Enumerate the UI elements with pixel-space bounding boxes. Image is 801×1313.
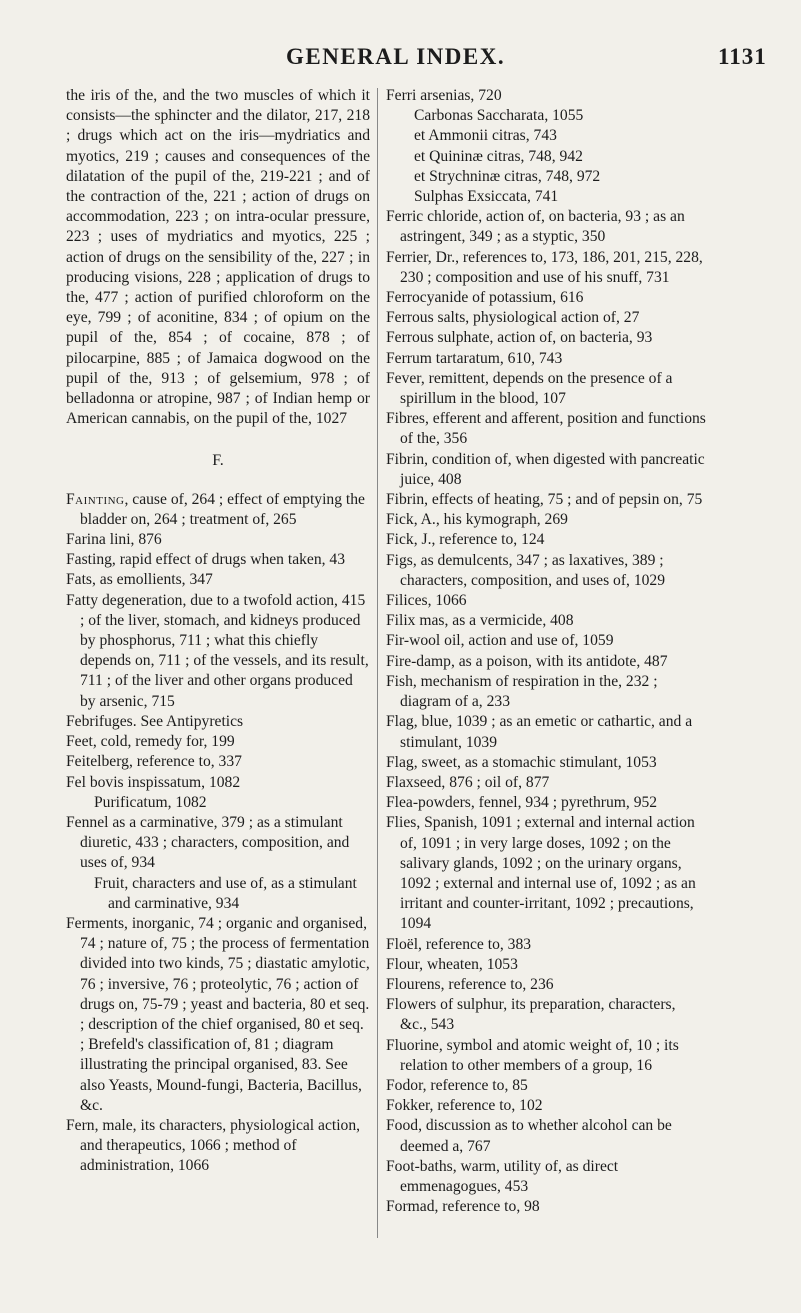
index-entry: Fir-wool oil, action and use of, 1059 xyxy=(386,632,614,650)
entry-lead-word: Fainting xyxy=(66,490,125,508)
index-entry: Carbonas Saccharata, 1055 xyxy=(414,107,584,125)
index-entry: Ferrous sulphate, action of, on bacteria, 93 xyxy=(386,329,653,347)
index-entry: Fibrin, condition of, when digested with pancreatic juice, 408 xyxy=(386,450,705,488)
index-entry: Fluorine, symbol and atomic weight of, 10 ; its relation to other members of a group, 16 xyxy=(386,1036,679,1074)
index-entry: Flea-powders, fennel, 934 ; pyrethrum, 952 xyxy=(386,794,658,812)
column-divider xyxy=(377,88,378,1238)
index-entry: Ferrous salts, physiological action of, 27 xyxy=(386,309,640,327)
index-entry: Fokker, reference to, 102 xyxy=(386,1097,543,1115)
index-entry: Fern, male, its characters, physiological action, and therapeutics, 1066 ; method of administration, 1066 xyxy=(66,1116,361,1175)
index-entry: Filix mas, as a vermicide, 408 xyxy=(386,612,574,630)
index-entry: Sulphas Exsiccata, 741 xyxy=(414,188,559,206)
right-column xyxy=(386,86,706,1217)
index-entry: Fodor, reference to, 85 xyxy=(386,1076,528,1094)
index-entry: Fruit, characters and use of, as a stimulant and carminative, 934 xyxy=(94,874,357,912)
index-entry: Formad, reference to, 98 xyxy=(386,1198,540,1216)
left-column xyxy=(66,86,370,1177)
index-entry: Fibres, efferent and afferent, position and functions of the, 356 xyxy=(386,410,706,448)
index-entry: Ferri arsenias, 720 xyxy=(386,87,502,104)
index-entry: Farina lini, 876 xyxy=(66,531,162,549)
index-entry: Fish, mechanism of respiration in the, 232 ; diagram of a, 233 xyxy=(386,672,658,711)
index-entry: Foot-baths, warm, utility of, as direct emmenagogues, 453 xyxy=(386,1157,619,1195)
index-entry: Food, discussion as to whether alcohol can be deemed a, 767 xyxy=(386,1117,672,1155)
index-entry: Ferric chloride, action of, on bacteria, 93 ; as an astringent, 349 ; as a styptic, 350 xyxy=(386,208,685,246)
running-title: GENERAL INDEX. xyxy=(286,44,506,69)
index-entry: Filices, 1066 xyxy=(386,592,467,610)
index-entry: Ferments, inorganic, 74 ; organic and organised, 74 ; nature of, 75 ; the process of fermentation divided into two kinds, 75 ; diastatic amylotic, 76 ; inversive, 76 ; proteolytic, 76 ; action of drugs on, 75-79 ; yeast and bacteria, 80 et seq. ; description of the chief organised, 80 et seq. ; Brefeld's classification of, 81 ; diagram illustrating the principal organised, 83. See also Yeasts, Mound-fungi, Bacteria, Bacillus, &c. xyxy=(66,914,370,1114)
index-entry: Feet, cold, remedy for, 199 xyxy=(66,733,235,751)
index-entry: Fibrin, effects of heating, 75 ; and of pepsin on, 75 xyxy=(386,491,703,509)
index-entry: Fire-damp, as a poison, with its antidote, 487 xyxy=(386,652,668,670)
index-entry: et Ammonii citras, 743 xyxy=(414,127,557,145)
page-number: 1131 xyxy=(718,44,767,69)
page-header xyxy=(0,44,801,78)
index-entry: Fever, remittent, depends on the presence of a spirillum in the blood, 107 xyxy=(386,369,673,408)
index-entry: Floël, reference to, 383 xyxy=(386,935,532,953)
index-entry: Flies, Spanish, 1091 ; external and internal action of, 1091 ; in very large doses, 1092 ; on the salivary glands, 1092 ; on the urinary organs, 1092 ; external and internal use of, 1092 ; as an irritant and counter-irritant, 1092 ; precautions, 1094 xyxy=(386,814,696,933)
continuation-entry: the iris of the, and the two muscles of which it consists—the sphincter and the dilator, 217, 218 ; drugs which act on the iris—mydriatics and myotics, 219 ; causes and consequences of the dilatation of the pupil of the, 219-221 ; and of the contraction of the, 221 ; action of drugs on accommodation, 223 ; on intra-ocular pressure, 223 ; uses of mydriatics and myotics, 225 ; action of drugs on the sensibility of the, 227 ; in producing visions, 228 ; application of drugs to the, 477 ; action of purified chloroform on the eye, 799 ; of aconitine, 834 ; of opium on the pupil of the, 854 ; of cocaine, 878 ; of pilocarpine, 885 ; of Jamaica dogwood on the pupil of the, 913 ; of gelsemium, 978 ; of belladonna or atropine, 987 ; of Indian hemp or American cannabis, on the pupil of the, 1027 xyxy=(66,87,370,428)
index-entry: Ferrum tartaratum, 610, 743 xyxy=(386,349,563,367)
index-entry xyxy=(66,490,370,530)
index-entry: Ferrocyanide of potassium, 616 xyxy=(386,289,584,307)
section-letter: F. xyxy=(212,452,224,470)
index-entry: Feitelberg, reference to, 337 xyxy=(66,753,242,771)
index-entry: et Quininæ citras, 748, 942 xyxy=(414,147,583,165)
index-entry: Purificatum, 1082 xyxy=(94,793,207,811)
index-entry: Flourens, reference to, 236 xyxy=(386,975,554,993)
index-entry: Fats, as emollients, 347 xyxy=(66,571,213,589)
index-entry: Fick, A., his kymograph, 269 xyxy=(386,511,568,529)
index-entry: Figs, as demulcents, 347 ; as laxatives, 389 ; characters, composition, and uses of, 1029 xyxy=(386,551,666,589)
index-entry: Ferrier, Dr., references to, 173, 186, 201, 215, 228, 230 ; composition and use of his snuff, 731 xyxy=(386,248,703,286)
index-entry: Febrifuges. See Antipyretics xyxy=(66,712,244,730)
index-entry: et Strychninæ citras, 748, 972 xyxy=(414,167,601,185)
index-entry: Flowers of sulphur, its preparation, characters, &c., 543 xyxy=(386,996,676,1034)
index-entry: Fick, J., reference to, 124 xyxy=(386,531,545,549)
index-entry: Fasting, rapid effect of drugs when taken, 43 xyxy=(66,551,346,569)
index-entry: Flaxseed, 876 ; oil of, 877 xyxy=(386,773,550,791)
left-entry-list xyxy=(66,530,370,1177)
index-entry: Flag, sweet, as a stomachic stimulant, 1053 xyxy=(386,753,657,771)
entry-text: , cause of, 264 ; effect of emptying the bladder on, 264 ; treatment of, 265 xyxy=(80,490,365,528)
index-entry: Fel bovis inspissatum, 1082 xyxy=(66,773,241,791)
index-entry: Fennel as a carminative, 379 ; as a stimulant diuretic, 433 ; characters, composition, and uses of, 934 xyxy=(66,813,350,872)
index-entry: Flour, wheaten, 1053 xyxy=(386,955,518,973)
index-entry: Flag, blue, 1039 ; as an emetic or cathartic, and a stimulant, 1039 xyxy=(386,713,693,751)
index-entry: Fatty degeneration, due to a twofold action, 415 ; of the liver, stomach, and kidneys produced by phosphorus, 711 ; what this chiefly depends on, 711 ; of the vessels, and its result, 711 ; of the liver and other organs produced by arsenic, 715 xyxy=(66,591,369,710)
right-entry-list xyxy=(386,86,706,1217)
